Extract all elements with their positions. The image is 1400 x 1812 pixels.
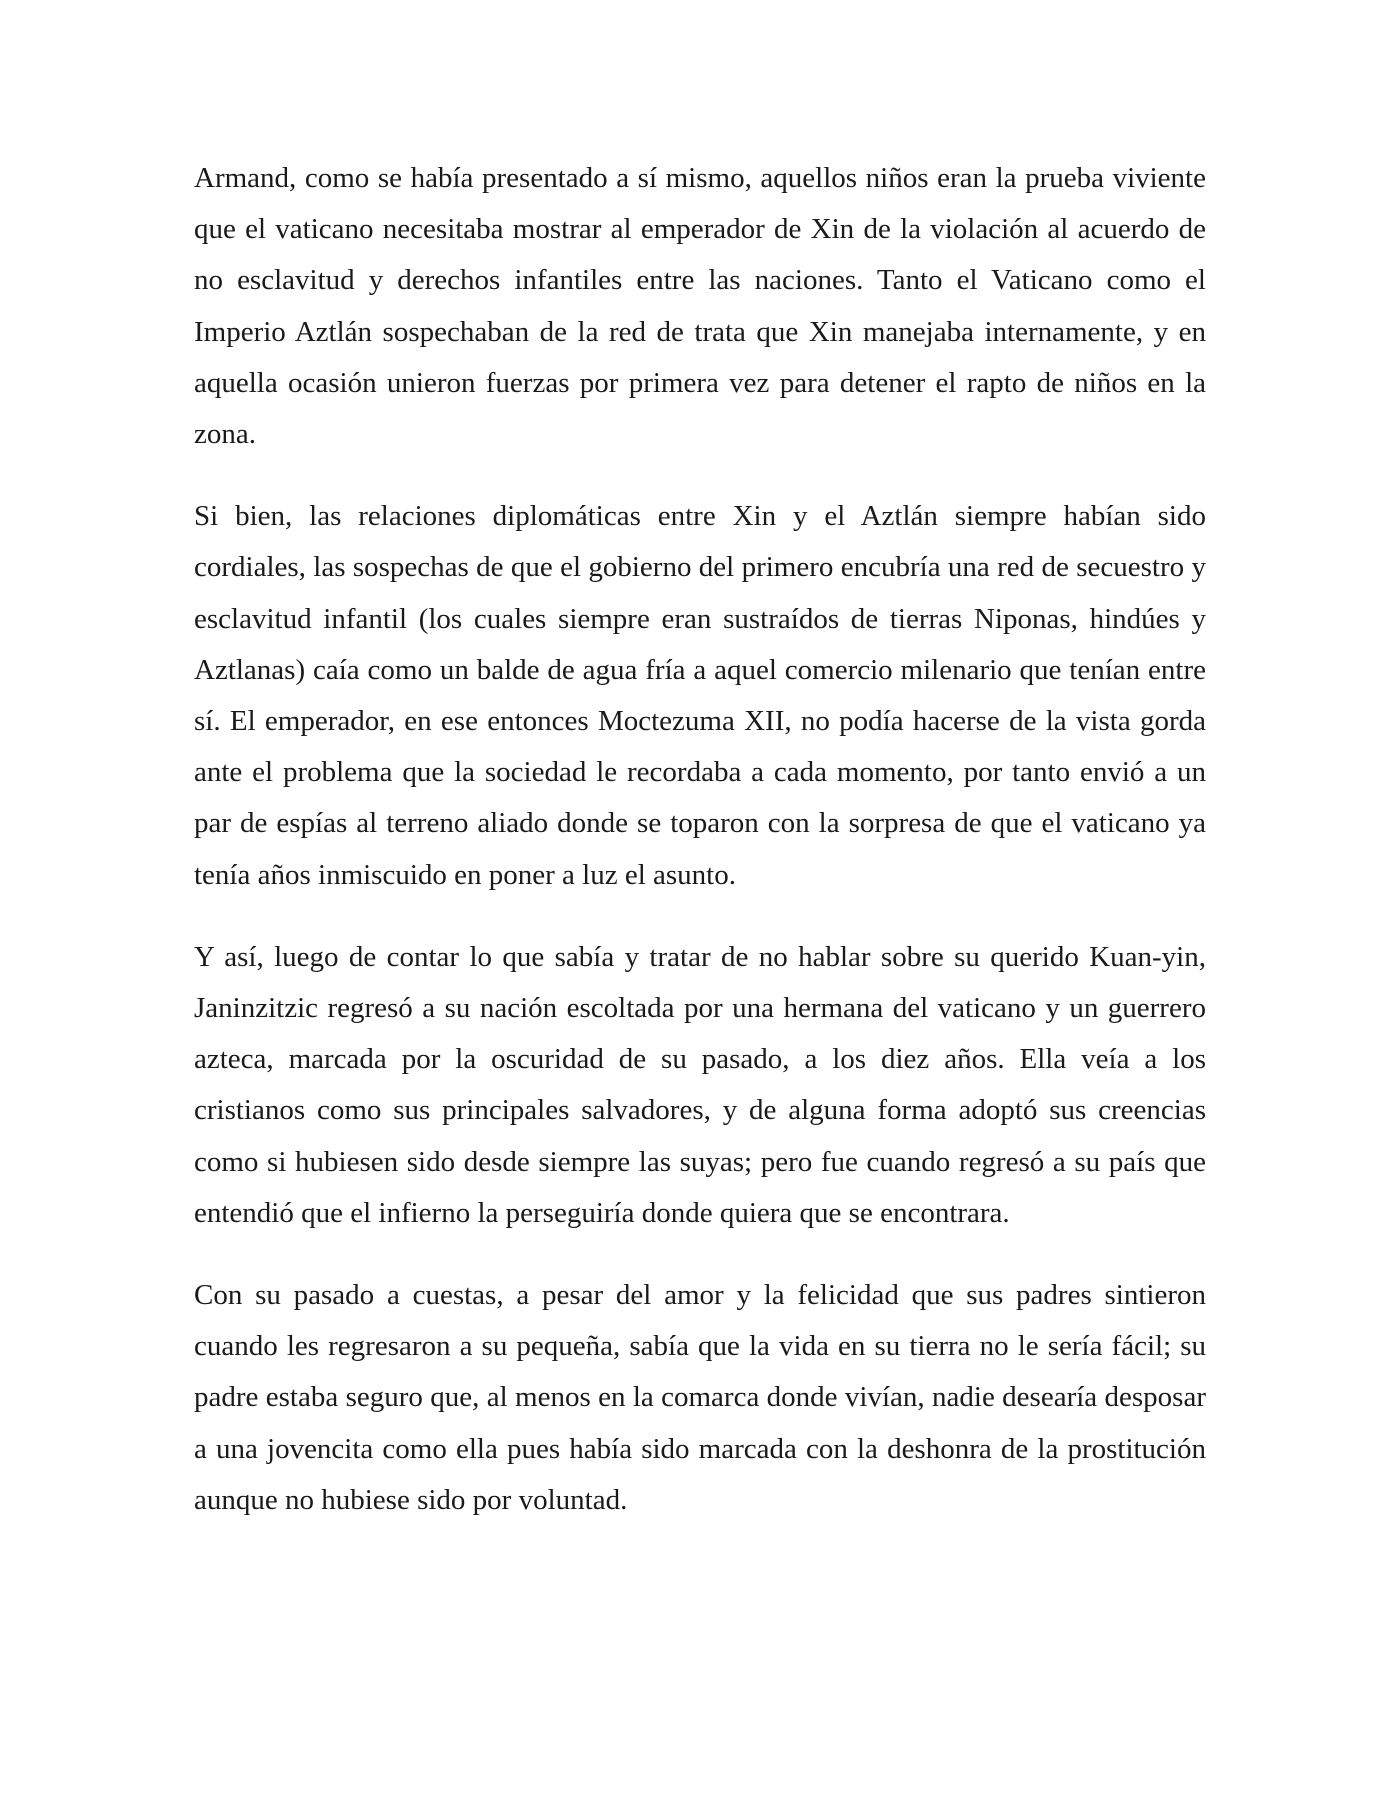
paragraph-2: Si bien, las relaciones diplomáticas entre Xin y el Aztlán siempre habían sido cordiales, las sospechas de que el gobierno del primero encubría una red de secuestro y esclavitud infantil (los cuales siempre eran sustraídos de tierras Niponas, hindúes y Aztlanas) caía como un balde de agua fría a aquel comercio milenario que tenían entre sí. El emperador, en ese entonces Moctezuma XII, no podía hacerse de la vista gorda ante el problema que la sociedad le recordaba a cada momento, por tanto envió a un par de espías al terreno aliado donde se toparon con la sorpresa de que el vaticano ya tenía años inmiscuido en poner a luz el asunto. xyxy=(194,500,1206,891)
body-text xyxy=(194,153,1206,1526)
paragraph-3: Y así, luego de contar lo que sabía y tratar de no hablar sobre su querido Kuan-yin, Janinzitzic regresó a su nación escoltada por una hermana del vaticano y un guerrero azteca, marcada por la oscuridad de su pasado, a los diez años. Ella veía a los cristianos como sus principales salvadores, y de alguna forma adoptó sus creencias como si hubiesen sido desde siempre las suyas; pero fue cuando regresó a su país que entendió que el infierno la perseguiría donde quiera que se encontrara. xyxy=(194,940,1206,1229)
paragraph-1: Armand, como se había presentado a sí mismo, aquellos niños eran la prueba viviente que el vaticano necesitaba mostrar al emperador de Xin de la violación al acuerdo de no esclavitud y derechos infantiles entre las naciones. Tanto el Vaticano como el Imperio Aztlán sospechaban de la red de trata que Xin manejaba internamente, y en aquella ocasión unieron fuerzas por primera vez para detener el rapto de niños en la zona. xyxy=(194,162,1206,451)
paragraph-4: Con su pasado a cuestas, a pesar del amor y la felicidad que sus padres sintieron cuando les regresaron a su pequeña, sabía que la vida en su tierra no le sería fácil; su padre estaba seguro que, al menos en la comarca donde vivían, nadie desearía desposar a una jovencita como ella pues había sido marcada con la deshonra de la prostitución aunque no hubiese sido por voluntad. xyxy=(194,1279,1206,1516)
